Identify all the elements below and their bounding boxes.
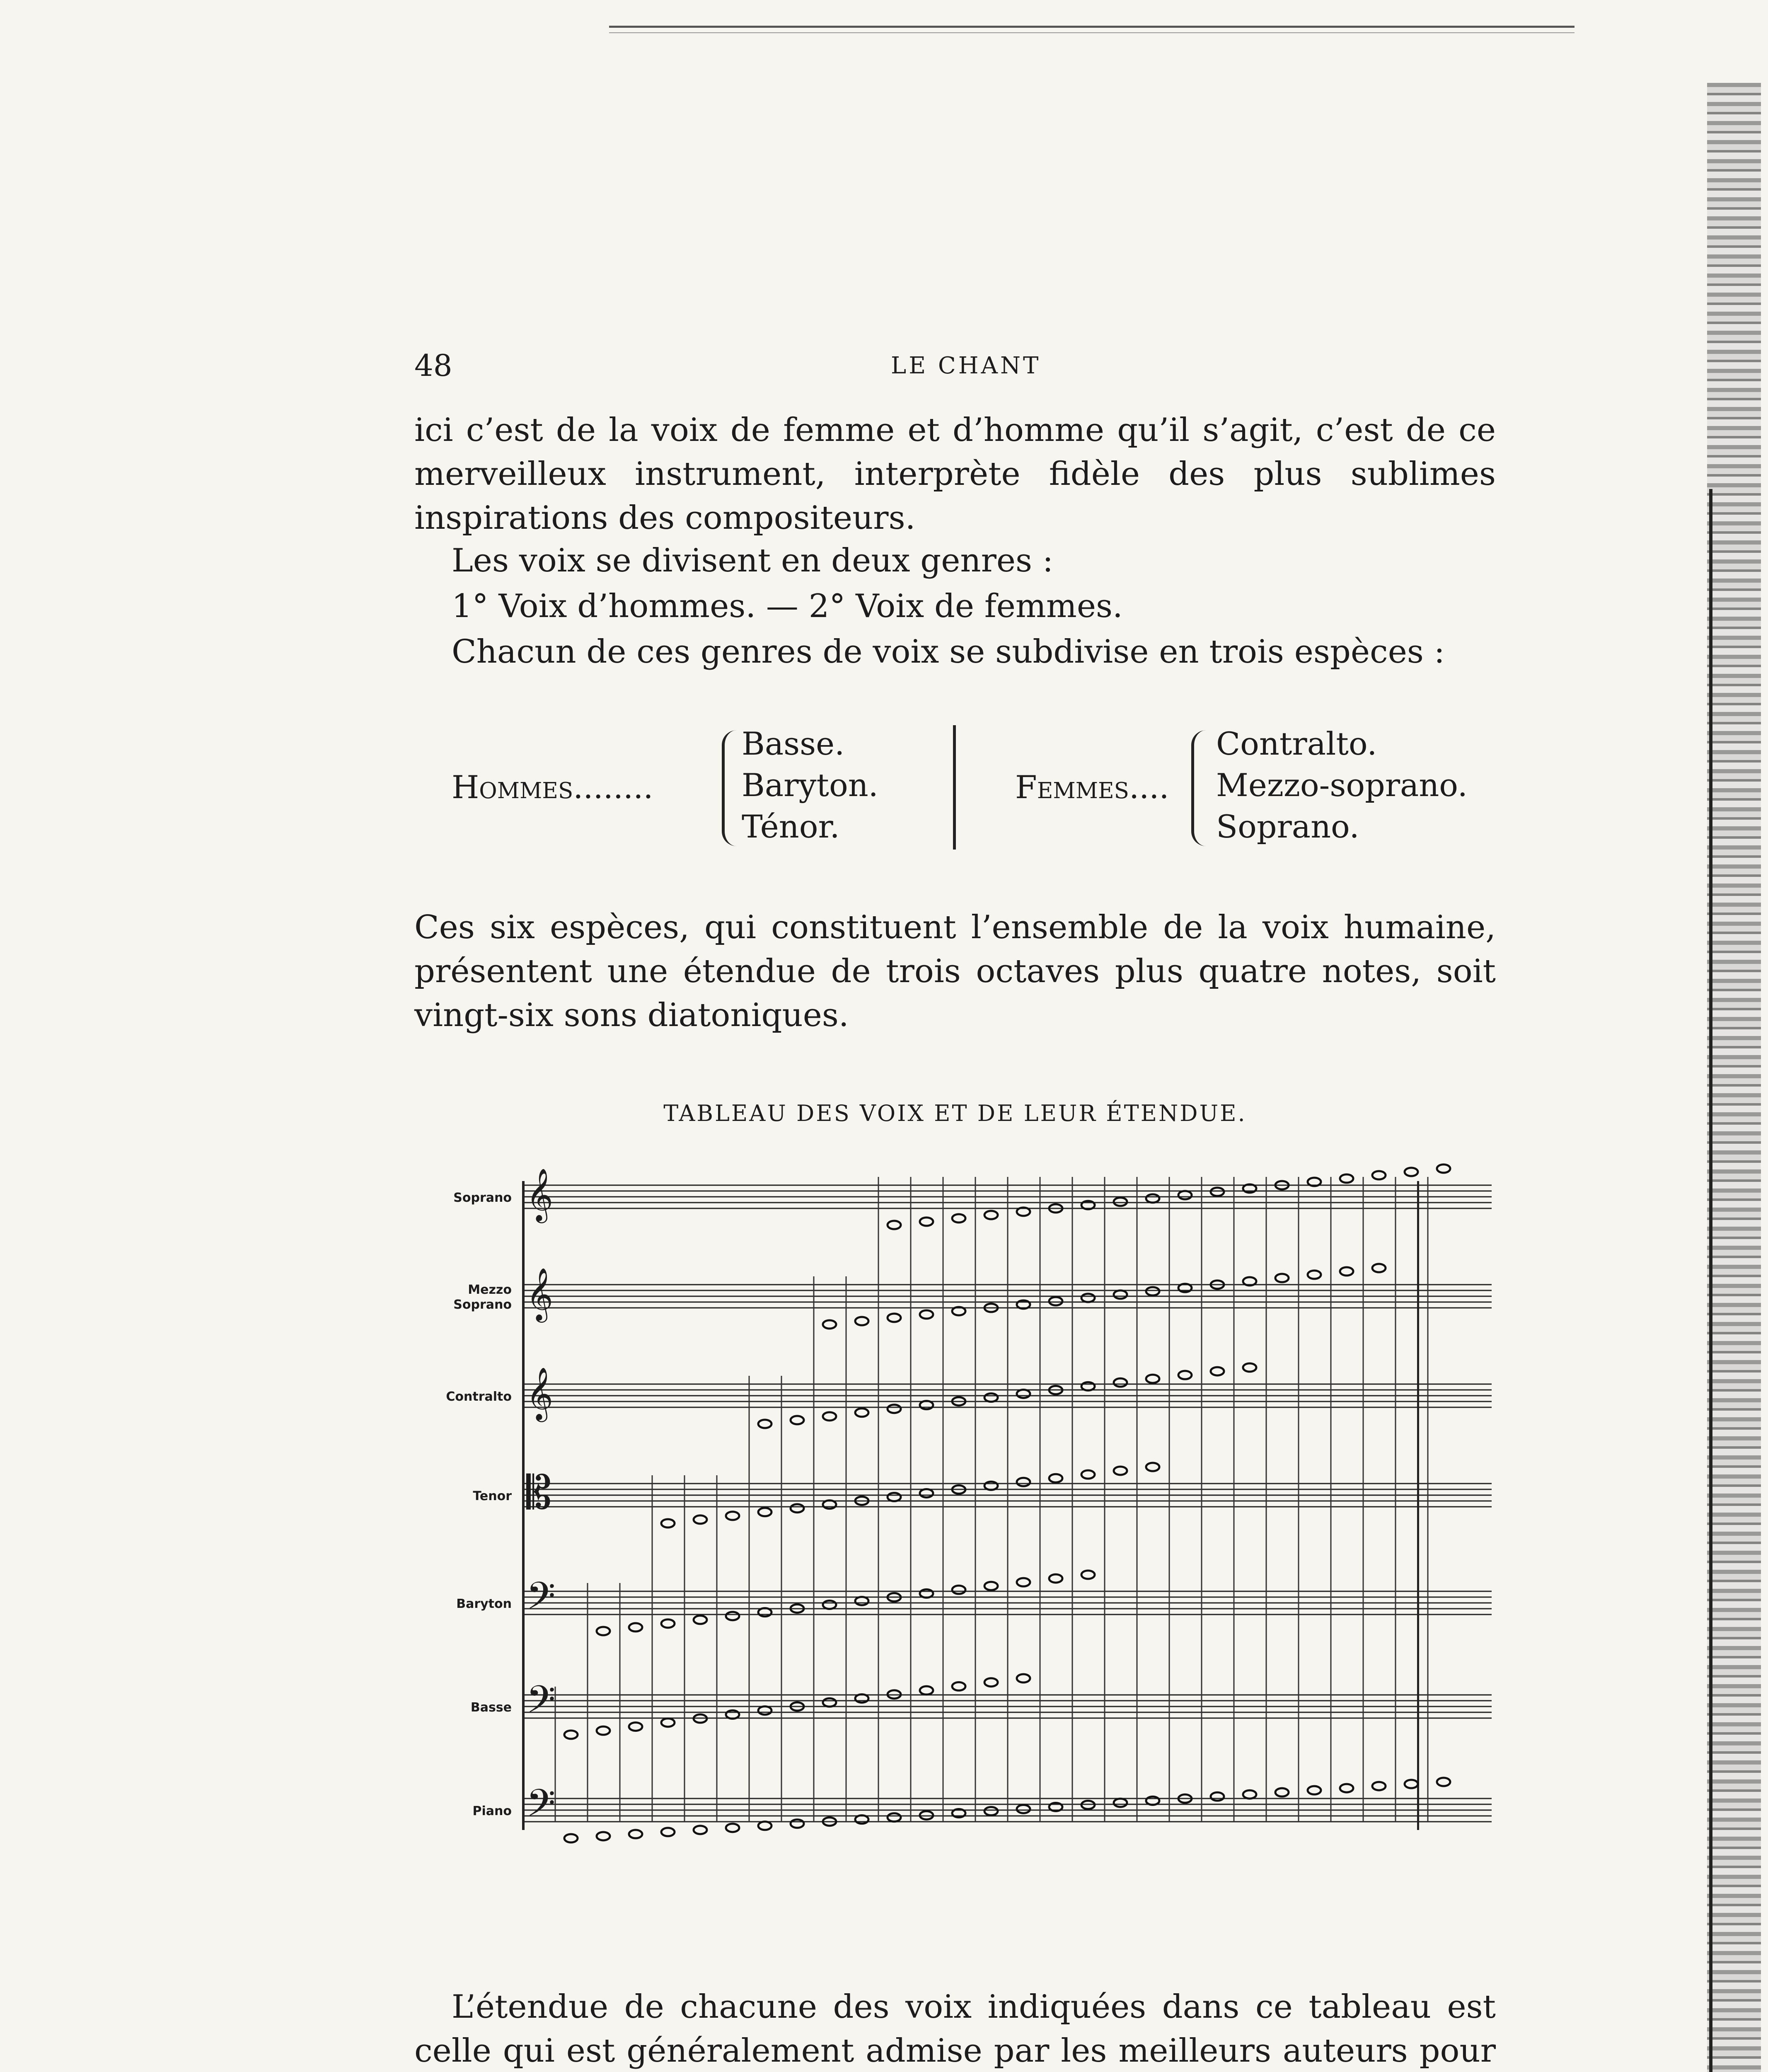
men-brace — [722, 730, 737, 846]
note-head — [888, 1493, 901, 1501]
note-head — [952, 1682, 965, 1690]
note-head — [1178, 1371, 1192, 1379]
note-head — [823, 1320, 836, 1329]
note-head — [661, 1828, 675, 1836]
note-head — [984, 1807, 998, 1815]
note-head — [855, 1597, 868, 1605]
note-head — [597, 1832, 610, 1840]
note-head — [758, 1608, 772, 1617]
system-barline-right — [1417, 1181, 1419, 1830]
page-edge-bar — [1709, 489, 1712, 2072]
note-head — [1017, 1674, 1030, 1682]
treble-clef-icon: 𝄞 — [526, 1168, 554, 1221]
note-head — [952, 1214, 965, 1222]
note-head — [694, 1826, 707, 1834]
note-head — [1114, 1198, 1127, 1206]
note-head — [1275, 1788, 1289, 1796]
top-rule-thin — [609, 32, 1575, 33]
system-bracket-left — [522, 1181, 525, 1830]
note-head — [629, 1723, 642, 1731]
note-head — [984, 1481, 998, 1490]
note-head — [694, 1616, 707, 1624]
note-head — [1146, 1194, 1159, 1203]
note-head — [823, 1412, 836, 1421]
note-head — [791, 1820, 804, 1828]
running-title: LE CHANT — [891, 352, 1041, 379]
note-head — [952, 1585, 965, 1594]
note-head — [1308, 1786, 1321, 1794]
note-head — [855, 1815, 868, 1824]
note-head — [855, 1409, 868, 1417]
paragraph-2: Les voix se divisent en deux genres : — [452, 542, 1054, 579]
staff-label: Basse — [470, 1700, 512, 1715]
note-head — [1081, 1382, 1095, 1390]
bass-clef-icon: 𝄢 — [526, 1574, 556, 1627]
note-head — [758, 1508, 772, 1516]
men-voice-3: Ténor. — [742, 808, 840, 845]
note-head — [823, 1601, 836, 1609]
note-head — [1211, 1367, 1224, 1375]
note-head — [920, 1310, 933, 1319]
note-head — [1372, 1171, 1386, 1179]
staff-label: Baryton — [456, 1597, 512, 1611]
note-head — [920, 1401, 933, 1409]
note-head — [694, 1515, 707, 1524]
staff-label: Soprano — [453, 1297, 512, 1312]
paragraph-1: ici c’est de la voix de femme et d’homme qu’il s’agit, c’est de ce merveilleux instrument, interprète fidèle des plus sublimes inspirations des compositeurs. — [414, 411, 1496, 537]
note-head — [920, 1218, 933, 1226]
note-head — [1049, 1574, 1062, 1583]
note-head — [1178, 1191, 1192, 1199]
note-head — [1243, 1790, 1256, 1798]
note-head — [629, 1830, 642, 1838]
women-brace — [1191, 730, 1207, 846]
treble-clef-icon: 𝄞 — [526, 1367, 554, 1420]
men-voice-1: Basse. — [742, 725, 845, 762]
page-number: 48 — [414, 348, 452, 383]
note-head — [1081, 1470, 1095, 1479]
note-head — [661, 1719, 675, 1727]
note-head — [1275, 1274, 1289, 1282]
note-head — [1017, 1805, 1030, 1813]
note-head — [1114, 1290, 1127, 1299]
note-head — [758, 1420, 772, 1428]
staff-label: Mezzo — [468, 1283, 512, 1297]
note-head — [984, 1678, 998, 1687]
note-head — [1211, 1188, 1224, 1196]
note-head — [597, 1726, 610, 1735]
note-head — [984, 1211, 998, 1219]
note-head — [984, 1582, 998, 1590]
note-head — [1146, 1796, 1159, 1805]
note-head — [1049, 1474, 1062, 1482]
note-head — [888, 1314, 901, 1322]
note-head — [1114, 1798, 1127, 1807]
top-rule — [609, 26, 1575, 28]
note-head — [920, 1686, 933, 1694]
note-head — [1243, 1363, 1256, 1372]
note-head — [1146, 1463, 1159, 1471]
note-head — [1017, 1389, 1030, 1398]
note-head — [1437, 1164, 1450, 1173]
page-header — [414, 348, 1496, 390]
note-head — [1340, 1174, 1353, 1183]
women-voice-1: Contralto. — [1216, 725, 1377, 762]
note-head — [1372, 1264, 1386, 1272]
note-head — [1114, 1467, 1127, 1475]
note-head — [726, 1612, 739, 1620]
men-voice-2: Baryton. — [742, 767, 878, 804]
note-head — [1049, 1297, 1062, 1305]
note-head — [984, 1394, 998, 1402]
women-voice-2: Mezzo-soprano. — [1216, 767, 1468, 804]
women-voice-3: Soprano. — [1216, 808, 1359, 845]
note-head — [823, 1501, 836, 1509]
note-head — [1081, 1571, 1095, 1579]
note-head — [791, 1416, 804, 1424]
note-head — [1372, 1782, 1386, 1790]
species-separator — [953, 725, 956, 850]
note-head — [1146, 1287, 1159, 1295]
note-head — [564, 1731, 578, 1739]
staff-label: Piano — [472, 1804, 512, 1818]
note-head — [1405, 1780, 1418, 1788]
note-head — [1340, 1784, 1353, 1792]
note-head — [1437, 1778, 1450, 1786]
note-head — [661, 1519, 675, 1527]
bass-clef-icon: 𝄢 — [526, 1677, 556, 1731]
note-head — [1081, 1294, 1095, 1302]
note-head — [726, 1512, 739, 1520]
note-head — [661, 1619, 675, 1628]
note-head — [597, 1627, 610, 1635]
note-head — [1211, 1792, 1224, 1801]
note-head — [564, 1834, 578, 1842]
note-head — [920, 1589, 933, 1598]
paragraph-5: Ces six espèces, qui constituent l’ensemble de la voix humaine, présentent une étendue de trois octaves plus quatre notes, soit vingt-six sons diatoniques. — [414, 909, 1496, 1034]
note-head — [726, 1824, 739, 1832]
note-head — [888, 1813, 901, 1822]
note-head — [1017, 1578, 1030, 1586]
note-head — [855, 1694, 868, 1703]
paragraph-3: 1° Voix d’hommes. — 2° Voix de femmes. — [452, 588, 1123, 625]
page-edge-texture — [1707, 83, 1761, 2072]
note-head — [1405, 1168, 1418, 1176]
note-head — [888, 1405, 901, 1413]
women-label: Femmes.... — [1015, 769, 1169, 806]
note-head — [823, 1698, 836, 1706]
paragraph-6: L’étendue de chacune des voix indiquées dans ce tableau est celle qui est généralement admise par les meilleurs auteurs pour — [414, 1988, 1496, 2070]
note-head — [758, 1822, 772, 1830]
voice-species-table — [414, 725, 1496, 866]
note-head — [726, 1710, 739, 1719]
c-clef-icon: 𝄡 — [526, 1466, 552, 1519]
table-title: TABLEAU DES VOIX ET DE LEUR ÉTENDUE. — [663, 1100, 1247, 1126]
note-head — [1340, 1267, 1353, 1276]
bass-clef-icon: 𝄢 — [526, 1781, 556, 1834]
staff-label: Tenor — [473, 1489, 512, 1503]
men-label: Hommes........ — [452, 769, 653, 806]
note-head — [855, 1317, 868, 1325]
treble-clef-icon: 𝄞 — [526, 1267, 554, 1320]
staff-label: Soprano — [453, 1191, 512, 1205]
note-head — [1017, 1478, 1030, 1486]
staff-label: Contralto — [446, 1389, 512, 1404]
note-head — [1114, 1378, 1127, 1387]
note-head — [791, 1504, 804, 1513]
vocal-range-table — [414, 1152, 1496, 1931]
note-head — [888, 1221, 901, 1229]
note-head — [1308, 1271, 1321, 1279]
note-head — [1146, 1375, 1159, 1383]
note-head — [629, 1623, 642, 1631]
note-head — [758, 1706, 772, 1715]
note-head — [920, 1489, 933, 1497]
paragraph-4: Chacun de ces genres de voix se subdivise en trois espèces : — [452, 633, 1445, 670]
